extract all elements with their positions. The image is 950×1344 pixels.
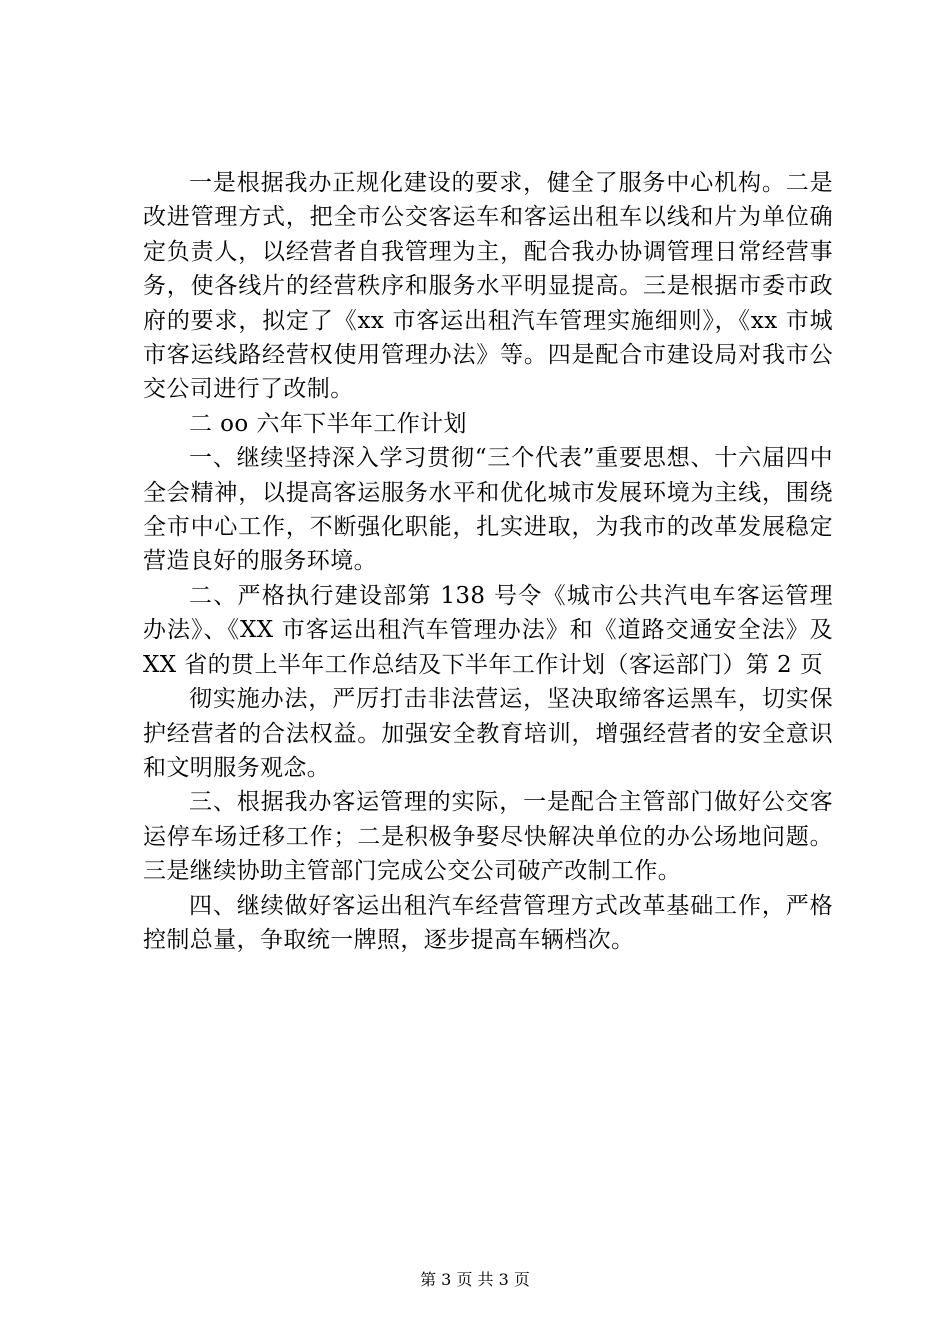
document-body <box>143 166 833 957</box>
paragraph-summary-items: 一是根据我办正规化建设的要求，健全了服务中心机构。二是改进管理方式，把全市公交客运车和客运出租车以线和片为单位确定负责人，以经营者自我管理为主，配合我办协调管理日常经营事务，使各线片的经营秩序和服务水平明显提高。三是根据市委市政府的要求，拟定了《xx 市客运出租汽车管理实施细则》，《xx 市城市客运线路经营权使用管理办法》等。四是配合市建设局对我市公交公司进行了改制。 <box>143 170 833 403</box>
page-number-label: 第 3 页 共 3 页 <box>420 1270 530 1289</box>
paragraph-plan-item-3: 三、根据我办客运管理的实际，一是配合主管部门做好公交客运停车场迁移工作；二是积极争娶尽快解决单位的办公场地问题。三是继续协助主管部门完成公交公司破产改制工作。 <box>143 789 833 885</box>
paragraph-plan-item-1: 一、继续坚持深入学习贯彻“三个代表”重要思想、十六届四中全会精神，以提高客运服务水平和优化城市发展环境为主线，围绕全市中心工作，不断强化职能，扎实进取，为我市的改革发展稳定营造良好的服务环境。 <box>143 445 833 575</box>
paragraph-plan-item-4: 四、继续做好客运出租汽车经营管理方式改革基础工作，严格控制总量，争取统一牌照，逐步提高车辆档次。 <box>143 892 833 953</box>
paragraph-plan-item-2: 二、严格执行建设部第 138 号令《城市公共汽电车客运管理办法》、《XX 市客运出租汽车管理办法》和《道路交通安全法》及 XX 省的贯上半年工作总结及下半年工作计划（客运部门）第 2 页 <box>143 582 833 678</box>
section-heading-plan: 二 oo 六年下半年工作计划 <box>189 410 467 437</box>
paragraph-plan-item-2-continued: 彻实施办法，严厉打击非法营运，坚决取缔客运黑车，切实保护经营者的合法权益。加强安全教育培训，增强经营者的安全意识和文明服务观念。 <box>143 686 833 781</box>
page-footer <box>0 1270 950 1290</box>
